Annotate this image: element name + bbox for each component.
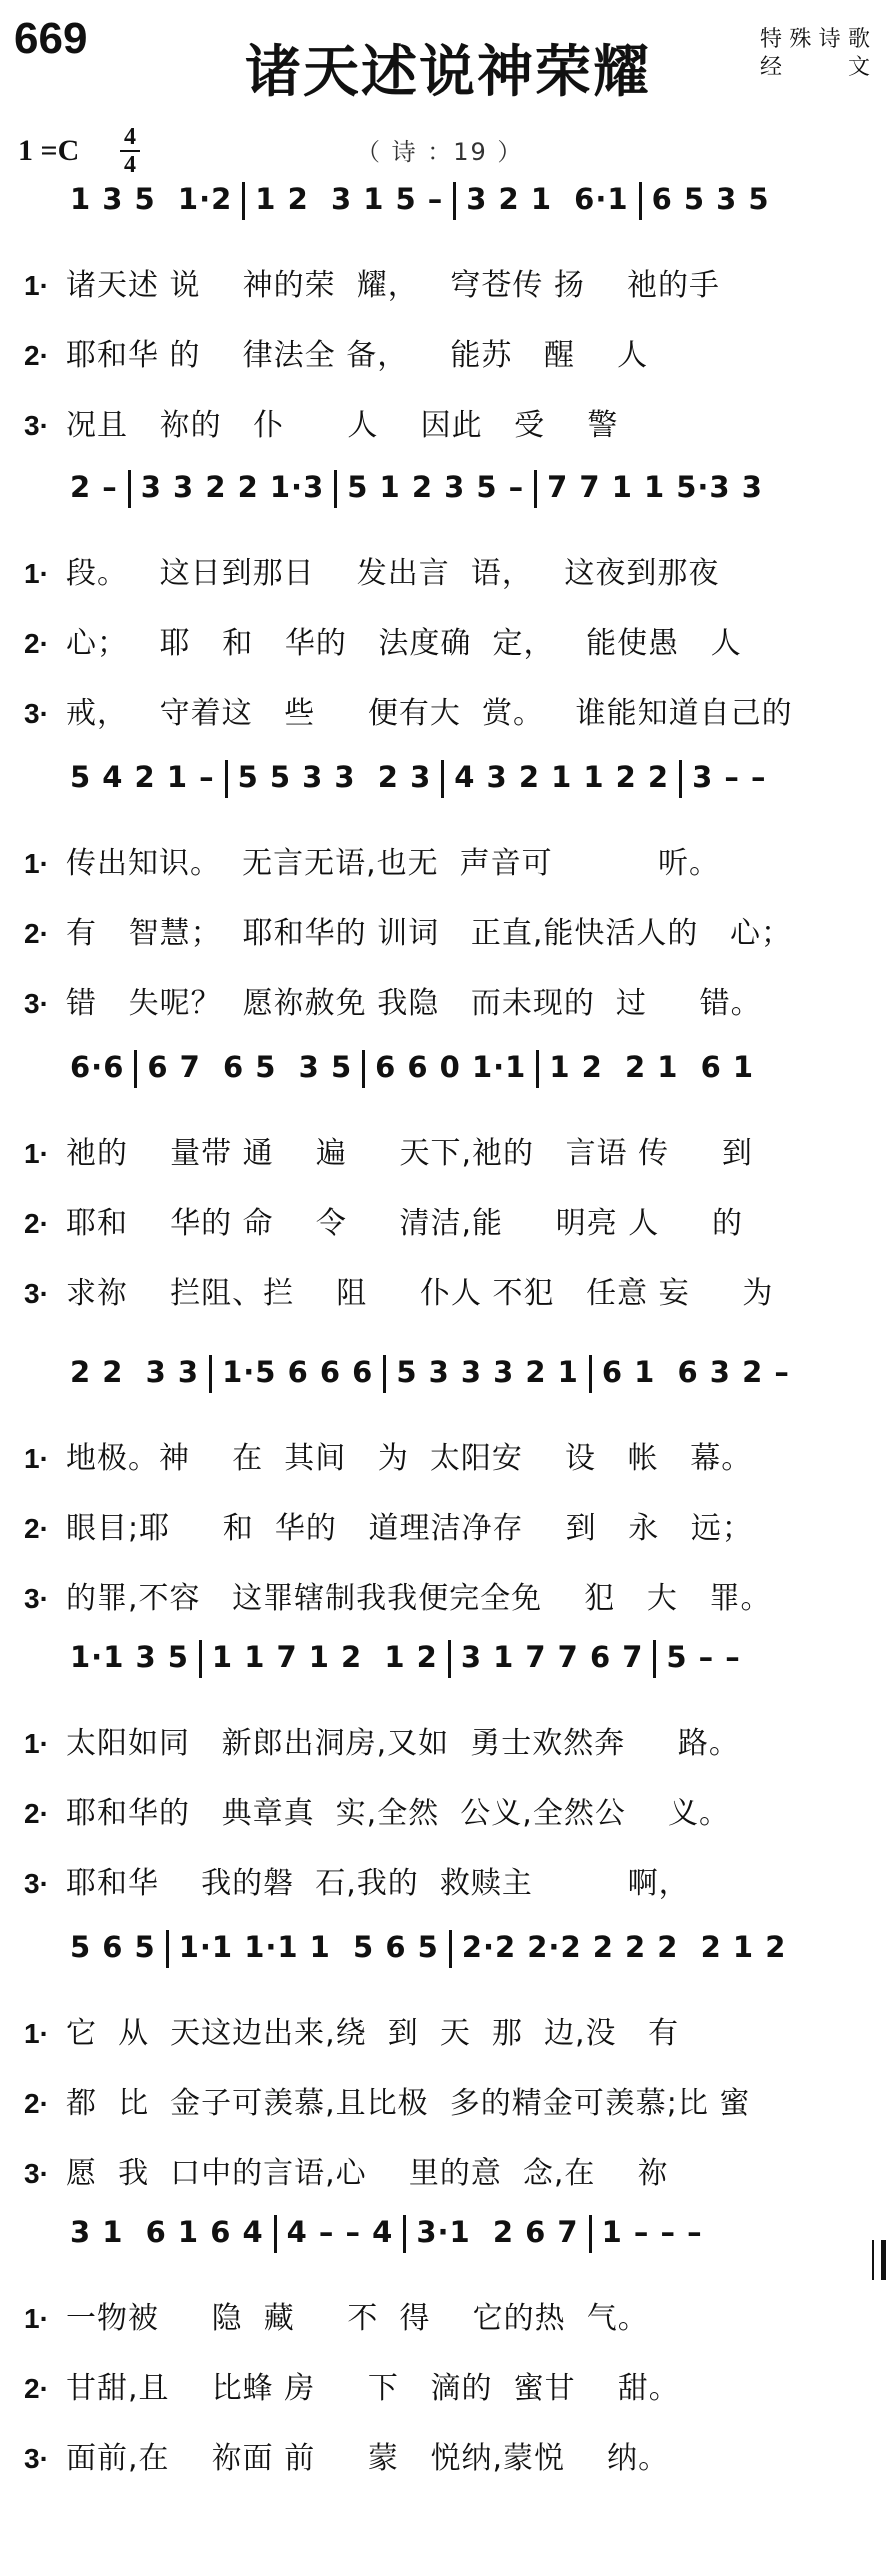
lyric-text: 诸天述 说 神的荣 耀， 穹苍传 扬 祂的手 xyxy=(66,268,721,303)
verse-number: 1· xyxy=(24,270,49,301)
lyric-text: 的罪,不容 这罪辖制我我便完全免 犯 大 罪。 xyxy=(66,1581,772,1616)
verse-line xyxy=(0,840,896,888)
lyric-text: 祂的 量带 通 遍 天下,祂的 言语 传 到 xyxy=(66,1136,753,1171)
measure: 3 1 6 1 6 4 xyxy=(70,2215,264,2249)
barline xyxy=(225,760,228,798)
lyric-text: 面前,在 祢面 前 蒙 悦纳,蒙悦 纳。 xyxy=(66,2441,670,2476)
song-title: 诸天述说神荣耀 xyxy=(245,40,651,105)
measure: 1 3 5 1·2 xyxy=(70,182,233,216)
measure: 1·1 3 5 xyxy=(70,1640,189,1674)
verse-line xyxy=(0,262,896,310)
verse-line xyxy=(0,1790,896,1838)
measure: 5 1 2 3 5 – xyxy=(347,470,525,504)
verse-line xyxy=(0,1505,896,1553)
barline xyxy=(441,760,444,798)
verse-line xyxy=(0,1575,896,1623)
verse-number: 2· xyxy=(24,628,49,659)
barline xyxy=(534,470,537,508)
verse-line xyxy=(0,1435,896,1483)
verse-line xyxy=(0,910,896,958)
barline xyxy=(453,182,456,220)
lyric-text: 它 从 天这边出来,绕 到 天 那 边,没 有 xyxy=(66,2016,680,2051)
measure: 4 – – 4 xyxy=(286,2215,394,2249)
lyric-text: 错 失呢？ 愿祢赦免 我隐 而未现的 过 错。 xyxy=(66,986,762,1021)
lyric-text: 地极。神 在 其间 为 太阳安 设 帐 幕。 xyxy=(66,1441,753,1476)
lyric-text: 耶和 华的 命 令 清洁,能 明亮 人 的 xyxy=(66,1206,743,1241)
verse-line xyxy=(0,1860,896,1908)
measure: 7 7 1 1 5·3 3 xyxy=(547,470,763,504)
measure: 6 7 6 5 3 5 xyxy=(147,1050,353,1084)
notation-line xyxy=(70,470,890,514)
barline xyxy=(166,1930,169,1968)
category-line-1: 特殊诗歌 xyxy=(760,27,870,52)
scripture-source: （ 诗 ：19 ） xyxy=(356,138,524,166)
verse-number: 3· xyxy=(24,410,49,441)
verse-line xyxy=(0,2435,896,2483)
barline xyxy=(536,1050,539,1088)
verse-line xyxy=(0,550,896,598)
verse-number: 3· xyxy=(24,1278,49,1309)
measure: 3 – – xyxy=(692,760,767,794)
final-barline xyxy=(872,2240,886,2280)
verse-line xyxy=(0,690,896,738)
measure: 5 6 5 xyxy=(70,1930,156,1964)
barline xyxy=(274,2215,277,2253)
verse-line xyxy=(0,1130,896,1178)
measure: 2·2 2·2 2 2 2 2 1 2 xyxy=(461,1930,787,1964)
verse-number: 2· xyxy=(24,918,49,949)
time-signature-top: 4 xyxy=(124,124,136,150)
key-signature: 1 =C xyxy=(18,134,80,167)
lyric-text: 愿 我 口中的言语,心 里的意 念,在 祢 xyxy=(66,2156,669,2191)
measure: 3·1 2 6 7 xyxy=(416,2215,579,2249)
lyric-text: 有 智慧； 耶和华的 训词 正直,能快活人的 心； xyxy=(66,916,792,951)
notation-line xyxy=(70,1355,890,1399)
barline xyxy=(128,470,131,508)
time-signature-bottom: 4 xyxy=(124,152,136,178)
barline xyxy=(589,2215,592,2253)
verse-line xyxy=(0,1720,896,1768)
verse-number: 3· xyxy=(24,698,49,729)
measure: 5 5 3 3 2 3 xyxy=(237,760,432,794)
verse-number: 1· xyxy=(24,848,49,879)
barline xyxy=(362,1050,365,1088)
verse-number: 1· xyxy=(24,2303,49,2334)
verse-number: 3· xyxy=(24,1583,49,1614)
verse-number: 1· xyxy=(24,2018,49,2049)
measure: 3 3 2 2 1·3 xyxy=(140,470,325,504)
verse-line xyxy=(0,1200,896,1248)
measure: 2 2 3 3 xyxy=(70,1355,200,1389)
measure: 1·1 1·1 1 5 6 5 xyxy=(178,1930,439,1964)
lyric-text: 传出知识。 无言无语,也无 声音可 听。 xyxy=(66,846,721,881)
measure: 1 2 3 1 5 – xyxy=(255,182,444,216)
verse-number: 1· xyxy=(24,1443,49,1474)
measure: 6·6 xyxy=(70,1050,125,1084)
barline xyxy=(134,1050,137,1088)
barline xyxy=(199,1640,202,1678)
lyric-text: 段。 这日到那日 发出言 语， 这夜到那夜 xyxy=(66,556,720,591)
barline xyxy=(334,470,337,508)
verse-line xyxy=(0,402,896,450)
notation-line xyxy=(70,2215,890,2259)
verse-line xyxy=(0,1270,896,1318)
measure: 5 3 3 3 2 1 xyxy=(396,1355,579,1389)
barline xyxy=(242,182,245,220)
category-line-2: 经 文 xyxy=(760,55,870,80)
lyric-text: 眼目;耶 和 华的 道理洁净存 到 永 远； xyxy=(66,1511,753,1546)
verse-line xyxy=(0,2365,896,2413)
verse-number: 1· xyxy=(24,1138,49,1169)
lyric-text: 太阳如同 新郎出洞房,又如 勇士欢然奔 路。 xyxy=(66,1726,740,1761)
verse-number: 3· xyxy=(24,988,49,1019)
barline xyxy=(639,182,642,220)
barline xyxy=(209,1355,212,1393)
verse-number: 2· xyxy=(24,340,49,371)
lyric-text: 耶和华 我的磐 石,我的 救赎主 啊， xyxy=(66,1866,690,1901)
lyric-text: 况且 祢的 仆 人 因此 受 警 xyxy=(66,408,619,443)
measure: 5 4 2 1 – xyxy=(70,760,215,794)
notation-line xyxy=(70,182,890,226)
verse-line xyxy=(0,2080,896,2128)
verse-number: 3· xyxy=(24,2443,49,2474)
verse-line xyxy=(0,332,896,380)
time-signature xyxy=(118,124,142,178)
measure: 1 – – – xyxy=(601,2215,703,2249)
lyric-text: 耶和华 的 律法全 备， 能苏 醒 人 xyxy=(66,338,649,373)
verse-number: 2· xyxy=(24,2088,49,2119)
verse-line xyxy=(0,620,896,668)
measure: 2 – xyxy=(70,470,118,504)
barline xyxy=(383,1355,386,1393)
verse-number: 3· xyxy=(24,1868,49,1899)
lyric-text: 心； 耶 和 华的 法度确 定， 能使愚 人 xyxy=(66,626,742,661)
verse-number: 1· xyxy=(24,558,49,589)
barline xyxy=(679,760,682,798)
measure: 6 6 0 1·1 xyxy=(375,1050,527,1084)
measure: 3 2 1 6·1 xyxy=(466,182,629,216)
notation-line xyxy=(70,1930,890,1974)
category-label xyxy=(760,26,870,82)
lyric-text: 都 比 金子可羡慕,且比极 多的精金可羡慕;比 蜜 xyxy=(66,2086,751,2121)
barline xyxy=(589,1355,592,1393)
notation-line xyxy=(70,1050,890,1094)
barline xyxy=(448,1640,451,1678)
verse-line xyxy=(0,2295,896,2343)
notation-line xyxy=(70,1640,890,1684)
lyric-text: 求祢 拦阻、拦 阻 仆人 不犯 任意 妄 为 xyxy=(66,1276,774,1311)
measure: 1 2 2 1 6 1 xyxy=(549,1050,755,1084)
barline xyxy=(403,2215,406,2253)
measure: 6 1 6 3 2 – xyxy=(601,1355,790,1389)
notation-line xyxy=(70,760,890,804)
verse-number: 2· xyxy=(24,2373,49,2404)
hymn-number: 669 xyxy=(14,14,88,63)
measure: 6 5 3 5 xyxy=(651,182,770,216)
measure: 1 1 7 1 2 1 2 xyxy=(211,1640,438,1674)
lyric-text: 甘甜,且 比蜂 房 下 滴的 蜜甘 甜。 xyxy=(66,2371,680,2406)
verse-number: 2· xyxy=(24,1513,49,1544)
measure: 3 1 7 7 6 7 xyxy=(460,1640,644,1674)
measure: 5 – – xyxy=(666,1640,741,1674)
verse-line xyxy=(0,2010,896,2058)
barline xyxy=(653,1640,656,1678)
verse-number: 2· xyxy=(24,1208,49,1239)
verse-number: 2· xyxy=(24,1798,49,1829)
barline xyxy=(449,1930,452,1968)
measure: 1·5 6 6 6 xyxy=(222,1355,374,1389)
lyric-text: 戒， 守着这 些 便有大 赏。 谁能知道自己的 xyxy=(66,696,793,731)
measure: 4 3 2 1 1 2 2 xyxy=(454,760,670,794)
verse-line xyxy=(0,2150,896,2198)
verse-number: 1· xyxy=(24,1728,49,1759)
verse-line xyxy=(0,980,896,1028)
lyric-text: 耶和华的 典章真 实,全然 公义,全然公 义。 xyxy=(66,1796,730,1831)
verse-number: 3· xyxy=(24,2158,49,2189)
lyric-text: 一物被 隐 藏 不 得 它的热 气。 xyxy=(66,2301,649,2336)
